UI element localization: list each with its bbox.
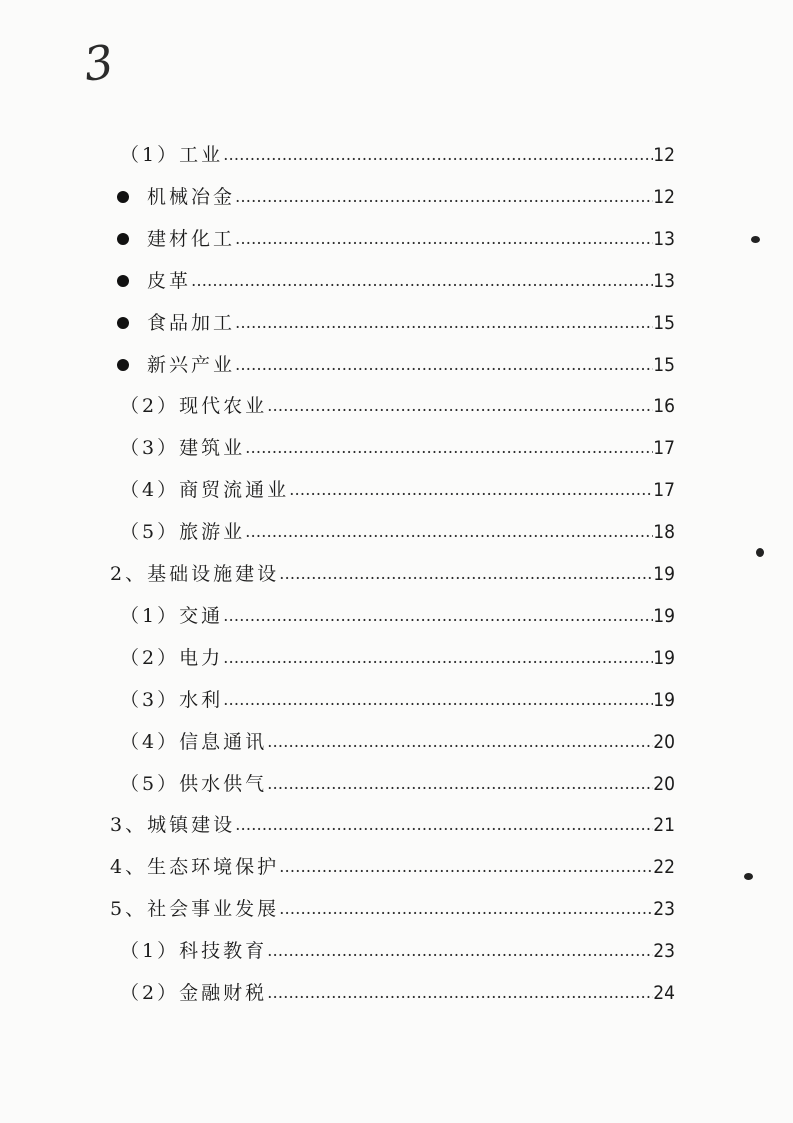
scan-speck [756,548,764,557]
toc-entry-page-number: 15 [653,311,675,334]
toc-entry-page-number: 19 [653,646,675,669]
toc-entry [120,934,675,968]
toc-entry-title: （4）商贸流通业 [120,479,290,502]
toc-entry-page-number: 19 [653,604,675,627]
dot-leader [267,976,653,1010]
dot-leader [235,348,653,382]
dot-leader [279,850,653,884]
dot-leader [289,473,653,507]
dot-leader [235,222,653,256]
bullet-icon [117,317,129,329]
dot-leader [191,264,653,298]
toc-entry-title: 机械冶金 [147,185,236,208]
toc-entry [120,599,675,633]
toc-entry [120,138,675,172]
toc-entry-title: （5）供水供气 [120,772,268,795]
toc-entry-title: （3）建筑业 [120,437,246,460]
toc-entry-page-number: 18 [653,521,675,544]
toc-entry-title: 建材化工 [147,227,236,250]
toc-entry [117,306,675,340]
scan-speck [744,873,753,880]
dot-leader [223,641,653,675]
toc-entry-title: 2、基础设施建设 [110,563,280,585]
dot-leader [235,306,653,340]
scan-speck [751,236,760,243]
toc-entry [117,222,675,256]
dot-leader [267,389,653,423]
toc-entry [110,892,675,926]
toc-entry-title: 4、生态环境保护 [110,856,280,879]
toc-entry-page-number: 23 [653,898,675,921]
toc-entry [117,348,675,382]
toc-entry-page-number: 23 [653,940,675,963]
toc-entry-title: （4）信息通讯 [120,730,268,753]
toc-entry [120,473,675,507]
toc-entry-page-number: 21 [653,814,675,837]
bullet-icon [117,275,129,287]
toc-entry-title: 3、城镇建设 [110,814,236,837]
toc-entry-title: 食品加工 [147,311,236,334]
toc-entry-title: （2）电力 [120,646,224,669]
toc-entry-page-number: 13 [653,227,675,250]
toc-entry [120,431,675,465]
dot-leader [235,808,653,842]
toc-entry-page-number: 19 [653,563,675,585]
dot-leader [223,138,653,172]
toc-entry-title: （1）科技教育 [120,940,268,963]
toc-entry [120,683,675,717]
toc-entry-title: （1）工业 [120,144,224,166]
toc-entry-page-number: 13 [653,269,675,292]
toc-entry-page-number: 15 [653,353,675,376]
toc-entry [110,808,675,842]
toc-entry [120,976,675,1010]
toc-entry-page-number: 20 [653,772,675,795]
dot-leader [267,767,653,801]
toc-entry-title: 皮革 [147,269,192,292]
bullet-icon [117,233,129,245]
dot-leader [235,180,653,214]
toc-entry [120,515,675,549]
dot-leader [279,557,653,591]
toc-entry [120,389,675,423]
toc-entry [117,180,675,214]
toc-entry-page-number: 24 [653,982,675,1004]
toc-entry-page-number: 19 [653,688,675,711]
dot-leader [223,599,653,633]
toc-entry-title: 新兴产业 [147,353,236,376]
dot-leader [267,725,653,759]
toc-entry-title: （3）水利 [120,688,224,711]
bullet-icon [117,191,129,203]
toc-entry [120,725,675,759]
toc-entry-title: （2）现代农业 [120,395,268,418]
dot-leader [245,515,653,549]
toc-entry-page-number: 17 [653,437,675,460]
toc-entry-page-number: 12 [653,144,675,166]
toc-entry-page-number: 16 [653,395,675,418]
toc-entry-page-number: 17 [653,479,675,502]
toc-entry-title: 5、社会事业发展 [110,898,280,921]
toc-entry-page-number: 12 [653,185,675,208]
toc-entry [120,641,675,675]
toc-entry [117,264,675,298]
toc-entry-page-number: 22 [653,856,675,879]
dot-leader [245,431,653,465]
dot-leader [223,683,653,717]
toc-entry [110,850,675,884]
bullet-icon [117,359,129,371]
toc-entry-page-number: 20 [653,730,675,753]
handwritten-page-number: 3 [80,34,117,92]
toc-entry-title: （5）旅游业 [120,521,246,544]
toc-entry [110,557,675,591]
toc-entry-title: （1）交通 [120,604,224,627]
dot-leader [267,934,653,968]
dot-leader [279,892,653,926]
toc-entry [120,767,675,801]
toc-entry-title: （2）金融财税 [120,982,268,1004]
